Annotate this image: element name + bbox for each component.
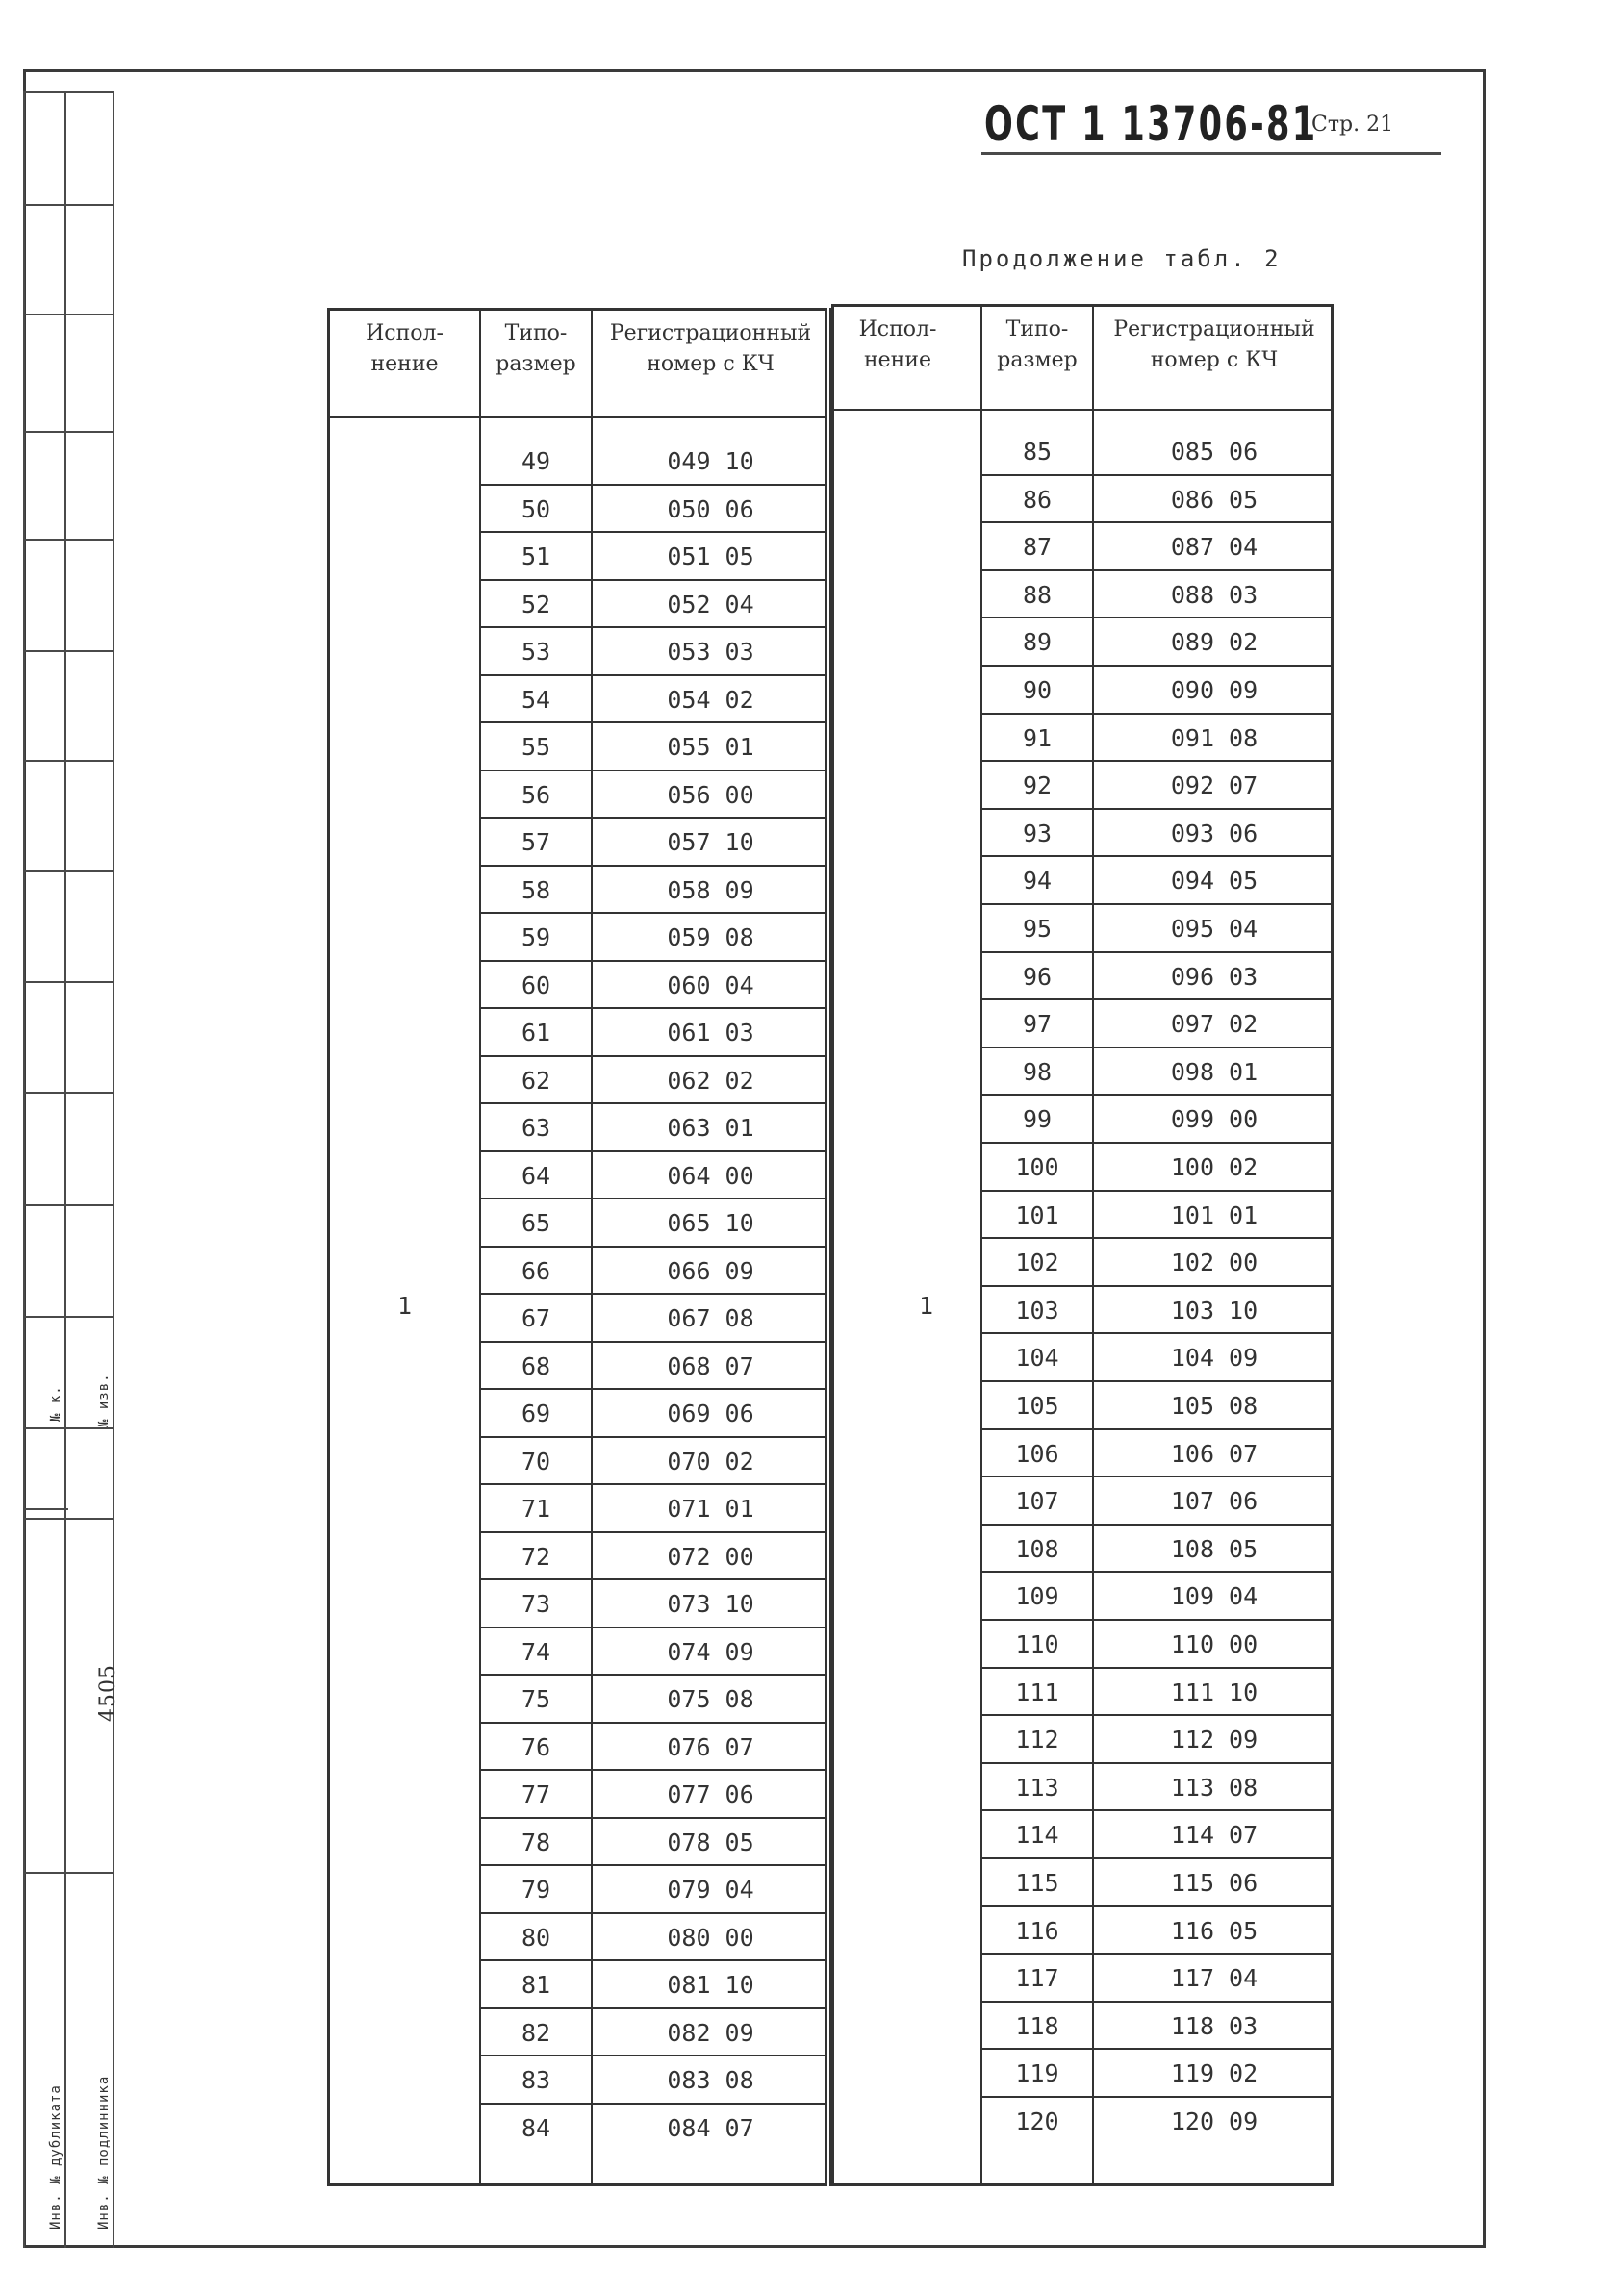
variant-value-right: 1	[919, 1292, 934, 1320]
size-cell: 72	[521, 1542, 551, 1571]
reg-number-cell: 095 04	[1170, 915, 1259, 943]
reg-number-cell: 101 01	[1170, 1200, 1259, 1229]
size-cell: 56	[521, 780, 551, 809]
reg-number-cell: 072 00	[667, 1542, 754, 1571]
reg-number-cell: 050 06	[667, 494, 754, 523]
size-cell: 75	[521, 1685, 551, 1713]
margin-column-outer	[23, 91, 66, 2248]
reg-number-cell: 120 09	[1170, 2107, 1259, 2135]
reg-number-cell: 114 07	[1170, 1821, 1259, 1850]
page-number: Стр. 21	[1311, 113, 1394, 137]
reg-number-cell: 084 07	[667, 2113, 754, 2142]
header-variant-right: Испол- нение	[858, 317, 937, 372]
size-cell: 101	[1015, 1200, 1059, 1229]
size-cell: 59	[521, 923, 551, 951]
reg-number-cell: 080 00	[667, 1923, 754, 1952]
reg-number-cell: 049 10	[667, 447, 754, 475]
size-cell: 99	[1022, 1105, 1053, 1134]
size-cell: 51	[521, 542, 551, 570]
reg-number-cell: 109 04	[1170, 1582, 1259, 1611]
size-cell: 49	[521, 447, 551, 475]
size-cell: 53	[521, 638, 551, 666]
size-cell: 111	[1015, 1678, 1059, 1706]
header-variant: Испол- нение	[366, 321, 444, 376]
margin-label-inv-podl: Инв. № подлинника	[96, 2075, 112, 2230]
size-cell: 104	[1015, 1344, 1059, 1373]
size-cell: 112	[1015, 1726, 1059, 1754]
size-cell: 52	[521, 590, 551, 618]
reg-number-cell: 103 10	[1170, 1296, 1259, 1325]
size-cell: 88	[1022, 580, 1053, 609]
size-cell: 68	[521, 1351, 551, 1380]
reg-number-cell: 115 06	[1170, 1869, 1259, 1897]
header-reg-number: Регистрационный номер с КЧ	[609, 321, 812, 376]
margin-inv-number: 4505	[96, 1664, 120, 1722]
size-cell: 73	[521, 1590, 551, 1618]
reg-number-cell: 076 07	[667, 1732, 754, 1761]
reg-number-cell: 063 01	[667, 1114, 754, 1142]
reg-number-cell: 075 08	[667, 1685, 754, 1713]
size-cell: 62	[521, 1066, 551, 1095]
size-cell: 116	[1015, 1916, 1059, 1945]
reg-number-cell: 070 02	[667, 1447, 754, 1476]
size-cell: 60	[521, 971, 551, 999]
size-cell: 80	[521, 1923, 551, 1952]
size-cell: 71	[521, 1495, 551, 1523]
size-cell: 64	[521, 1161, 551, 1190]
size-cell: 100	[1015, 1153, 1059, 1181]
reg-number-cell: 118 03	[1170, 2011, 1259, 2040]
reg-number-cell: 082 09	[667, 2018, 754, 2047]
size-cell: 87	[1022, 533, 1053, 562]
reg-number-cell: 087 04	[1170, 533, 1259, 562]
size-cell: 110	[1015, 1630, 1059, 1658]
reg-number-cell: 104 09	[1170, 1344, 1259, 1373]
reg-number-cell: 054 02	[667, 685, 754, 714]
reg-number-cell: 090 09	[1170, 676, 1259, 704]
table-right-half	[831, 304, 1334, 2186]
margin-label-no-izv: № изв.	[96, 1373, 112, 1427]
reg-number-cell: 107 06	[1170, 1487, 1259, 1516]
size-cell: 82	[521, 2018, 551, 2047]
reg-number-cell: 085 06	[1170, 438, 1259, 466]
reg-number-cell: 098 01	[1170, 1057, 1259, 1086]
reg-number-cell: 055 01	[667, 733, 754, 761]
reg-number-cell: 083 08	[667, 2066, 754, 2094]
document-code: ОСТ 1 13706-81	[984, 96, 1318, 152]
size-cell: 84	[521, 2113, 551, 2142]
size-cell: 61	[521, 1019, 551, 1047]
size-cell: 85	[1022, 438, 1053, 466]
size-cell: 114	[1015, 1821, 1059, 1850]
reg-number-cell: 056 00	[667, 780, 754, 809]
reg-number-cell: 067 08	[667, 1304, 754, 1332]
reg-number-cell: 099 00	[1170, 1105, 1259, 1134]
size-cell: 69	[521, 1400, 551, 1427]
size-cell: 96	[1022, 962, 1053, 991]
margin-label-inv-dubl: Инв. № дубликата	[48, 2084, 64, 2230]
size-cell: 93	[1022, 819, 1053, 847]
reg-number-cell: 073 10	[667, 1590, 754, 1618]
reg-number-cell: 119 02	[1170, 2059, 1259, 2088]
size-cell: 113	[1015, 1773, 1059, 1802]
reg-number-cell: 116 05	[1170, 1916, 1259, 1945]
size-cell: 119	[1015, 2059, 1059, 2088]
header-reg-number-right: Регистрационный номер с КЧ	[1113, 317, 1315, 372]
reg-number-cell: 061 03	[667, 1019, 754, 1047]
size-cell: 92	[1022, 771, 1053, 800]
size-cell: 57	[521, 828, 551, 856]
size-cell: 106	[1015, 1439, 1059, 1468]
reg-number-cell: 078 05	[667, 1828, 754, 1856]
size-cell: 94	[1022, 867, 1053, 896]
size-cell: 83	[521, 2066, 551, 2094]
reg-number-cell: 069 06	[667, 1400, 754, 1427]
size-cell: 50	[521, 494, 551, 523]
header-size: Типо- размер	[496, 321, 576, 376]
size-cell: 78	[521, 1828, 551, 1856]
reg-number-cell: 091 08	[1170, 723, 1259, 752]
size-cell: 76	[521, 1732, 551, 1761]
reg-number-cell: 064 00	[667, 1161, 754, 1190]
reg-number-cell: 053 03	[667, 638, 754, 666]
reg-number-cell: 068 07	[667, 1351, 754, 1380]
reg-number-cell: 074 09	[667, 1637, 754, 1666]
reg-number-cell: 100 02	[1170, 1153, 1259, 1181]
reg-number-cell: 097 02	[1170, 1010, 1259, 1039]
size-cell: 102	[1015, 1249, 1059, 1277]
reg-number-cell: 112 09	[1170, 1726, 1259, 1754]
table-left-half	[327, 308, 827, 2186]
reg-number-cell: 105 08	[1170, 1392, 1259, 1420]
reg-number-cell: 108 05	[1170, 1534, 1259, 1563]
size-cell: 65	[521, 1209, 551, 1237]
header-size-right: Типо- размер	[997, 317, 1078, 372]
reg-number-cell: 088 03	[1170, 580, 1259, 609]
size-cell: 91	[1022, 723, 1053, 752]
size-cell: 86	[1022, 485, 1053, 514]
size-cell: 77	[521, 1780, 551, 1808]
size-cell: 89	[1022, 628, 1053, 657]
size-cell: 90	[1022, 676, 1053, 704]
size-cell: 81	[521, 1971, 551, 1999]
margin-label-no-ch: № к.	[48, 1385, 64, 1422]
size-cell: 108	[1015, 1534, 1059, 1563]
size-cell: 95	[1022, 915, 1053, 943]
size-cell: 58	[521, 875, 551, 904]
size-cell: 55	[521, 733, 551, 761]
reg-number-cell: 111 10	[1170, 1678, 1259, 1706]
size-cell: 115	[1015, 1869, 1059, 1897]
reg-number-cell: 102 00	[1170, 1249, 1259, 1277]
reg-number-cell: 081 10	[667, 1971, 754, 1999]
size-cell: 74	[521, 1637, 551, 1666]
size-cell: 120	[1015, 2107, 1059, 2135]
reg-number-cell: 066 09	[667, 1256, 754, 1285]
size-cell: 105	[1015, 1392, 1059, 1420]
reg-number-cell: 093 06	[1170, 819, 1259, 847]
reg-number-cell: 092 07	[1170, 771, 1259, 800]
size-cell: 54	[521, 685, 551, 714]
reg-number-cell: 086 05	[1170, 485, 1259, 514]
size-cell: 67	[521, 1304, 551, 1332]
size-cell: 109	[1015, 1582, 1059, 1611]
size-cell: 103	[1015, 1296, 1059, 1325]
reg-number-cell: 117 04	[1170, 1964, 1259, 1993]
size-cell: 97	[1022, 1010, 1053, 1039]
size-cell: 107	[1015, 1487, 1059, 1516]
reg-number-cell: 106 07	[1170, 1439, 1259, 1468]
reg-number-cell: 094 05	[1170, 867, 1259, 896]
size-cell: 79	[521, 1876, 551, 1904]
size-cell: 118	[1015, 2011, 1059, 2040]
reg-number-cell: 062 02	[667, 1066, 754, 1095]
reg-number-cell: 096 03	[1170, 962, 1259, 991]
reg-number-cell: 060 04	[667, 971, 754, 999]
reg-number-cell: 089 02	[1170, 628, 1259, 657]
size-cell: 117	[1015, 1964, 1059, 1993]
header-underline	[981, 152, 1441, 155]
reg-number-cell: 079 04	[667, 1876, 754, 1904]
size-cell: 63	[521, 1114, 551, 1142]
reg-number-cell: 051 05	[667, 542, 754, 570]
size-cell: 70	[521, 1447, 551, 1476]
reg-number-cell: 077 06	[667, 1780, 754, 1808]
reg-number-cell: 059 08	[667, 923, 754, 951]
size-cell: 66	[521, 1256, 551, 1285]
variant-value-left: 1	[397, 1292, 413, 1320]
reg-number-cell: 065 10	[667, 1209, 754, 1237]
table-caption: Продолжение табл. 2	[962, 245, 1282, 272]
reg-number-cell: 058 09	[667, 875, 754, 904]
size-cell: 98	[1022, 1057, 1053, 1086]
reg-number-cell: 071 01	[667, 1495, 754, 1523]
reg-number-cell: 052 04	[667, 590, 754, 618]
reg-number-cell: 057 10	[667, 828, 754, 856]
margin-column-inner	[66, 91, 114, 2248]
reg-number-cell: 110 00	[1170, 1630, 1259, 1658]
reg-number-cell: 113 08	[1170, 1773, 1259, 1802]
